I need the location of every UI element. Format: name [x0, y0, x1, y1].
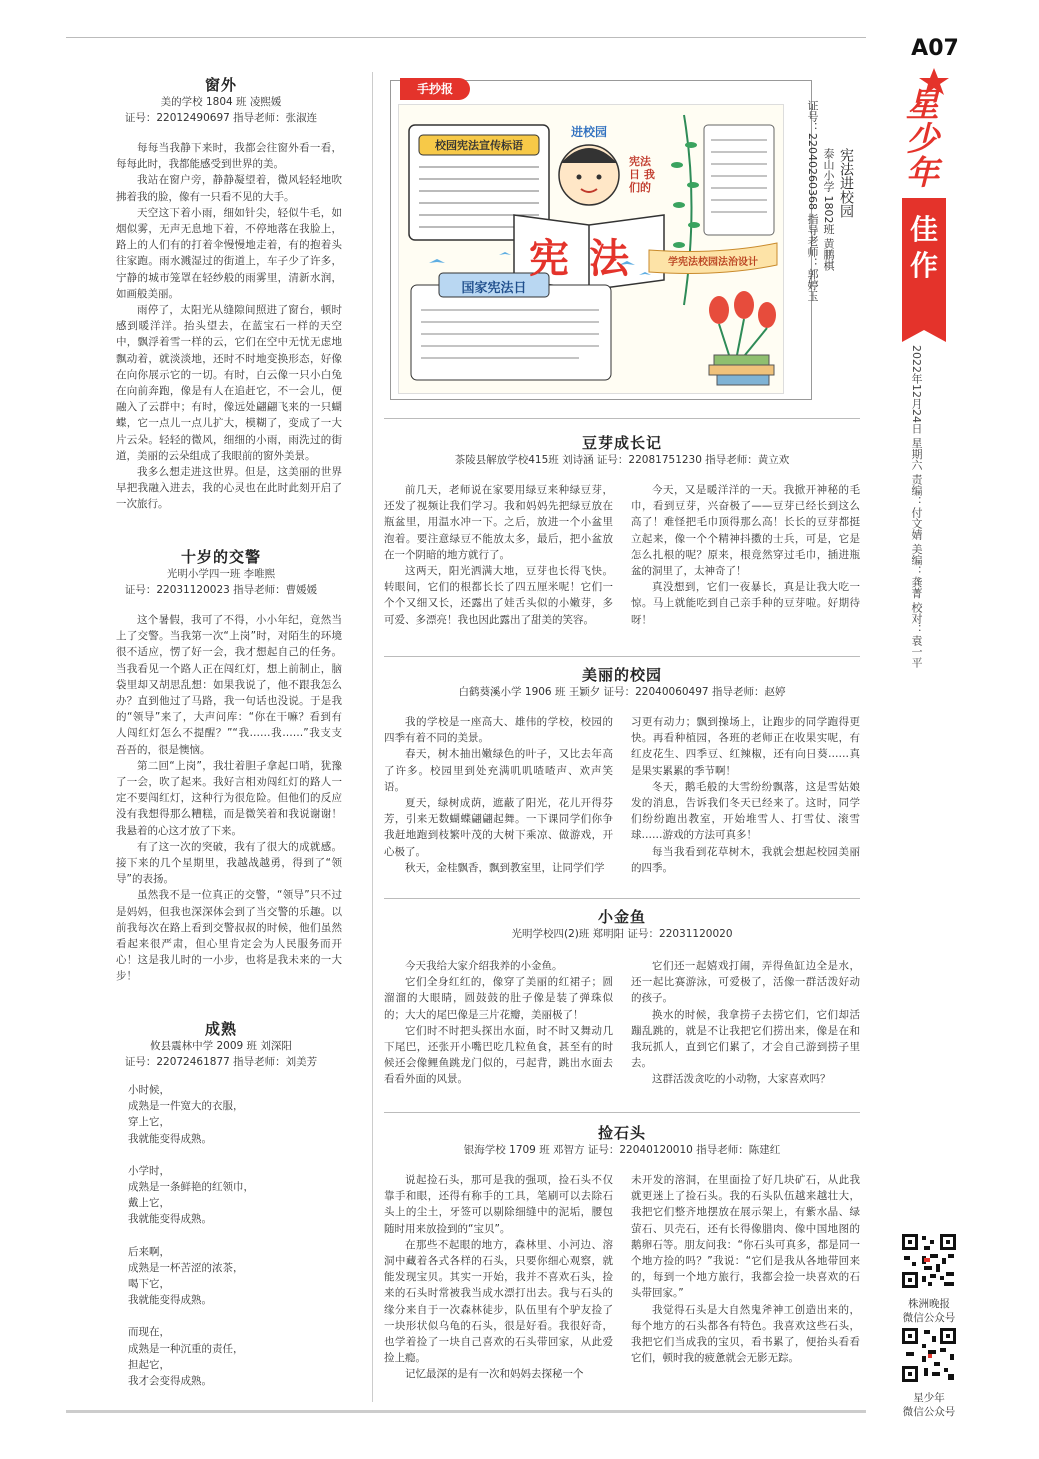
paragraph: 在那些不起眼的地方，森林里、小河边、溶洞中藏着各式各样的石头，只要你细心观察，就能发现宝贝。其实一开始，我并不喜欢石头，捡来的石头时常被我当成水漂打出去。我与石头的缘分来自于一次森林徒步，队伍里有个驴友捡了一块形状似乌龟的石头，很是好看。我很好奇，也学着捡了一块自己喜欢的石头带回家，从此爱捡上瘾。 — [384, 1238, 613, 1365]
article-cert-chuangwai: 证号：22012490697 指导老师：张淑连 — [124, 112, 318, 124]
handmade-title: 宪法进校园 — [838, 148, 854, 218]
brand-name: 星少年 — [906, 85, 939, 192]
text-column — [631, 482, 860, 628]
paragraph: 前几天，老师说在家要用绿豆来种绿豆芽，还发了视频让我们学习。我和妈妈先把绿豆放在瓶盆里，用温水冲一下。之后，放进一个小盆里泡着。要注意绿豆不能放太多，最后，把小盆放在一个阴暗的地方就行了。 — [384, 484, 613, 561]
article-cert-jiaojing: 证号：22031120023 指导老师：曹媛媛 — [124, 584, 318, 596]
poem-line: 成熟是一条鲜艳的红领巾， — [128, 1181, 254, 1194]
text-column — [384, 714, 613, 876]
qr-code-1 — [900, 1232, 958, 1294]
paragraph: 每当我看到花草树木，我就会想起校园美丽的四季。 — [631, 845, 860, 874]
paragraph: 第二回“上岗”，我壮着胆子拿起口哨，犹豫了一会，吹了起来。我好言相劝闯红灯的路人一定不要闯红灯，这种行为很危险。但他们的反应没有我想得那么糟糕，而是微笑着和我说谢谢！我悬着的心这才放了下来。 — [116, 759, 342, 837]
paragraph: 雨停了，太阳光从缝隙间照进了窗台，顿时感到暖洋洋。抬头望去，在蓝宝石一样的天空中，飘浮着雪一样的云，它们在空中无忧无虑地飘动着，就淡淡地，还时不时地变换形态，好像在向你展示它的一切。有时，白云像一只小白兔在向前奔跑，像是有人在追赶它，不一会儿，便融入了云群中；有时，像远处翩翩飞来的一只蝴蝶，它一点儿一点儿扩大，模糊了，变成了一大片云朵。轻轻的微风，细细的小雨，雨洗过的街道，美丽的云朵组成了我眼前的窗外美景。 — [116, 304, 342, 462]
article-body-jiaojing — [116, 612, 342, 985]
paragraph: 这两天，阳光洒满大地，豆芽也长得飞快。转眼间，它们的根都长长了四五厘米呢！它们一个个又细又长，还露出了娃舌头似的小嫩芽，多可爱、多漂亮！我也因此露出了甜美的笑容。 — [384, 565, 613, 626]
poem-line: 而现在， — [128, 1326, 170, 1339]
handmade-artwork — [398, 104, 784, 394]
paragraph: 夏天，绿树成荫，遮蔽了阳光，花儿开得芬芳，引来无数蝴蝶翩翩起舞。一下课同学们你争我赶地跑到枝繁叶茂的大树下乘凉、做游戏，开心极了。 — [384, 797, 613, 858]
poem-line: 我才会变得成熟。 — [128, 1375, 212, 1388]
section-notch — [902, 330, 946, 342]
article-title-shitou: 捡石头 — [597, 1124, 646, 1142]
paragraph: 它们时不时把头探出水面，时不时又舞动几下尾巴，还张开小嘴巴吃几粒鱼食，甚至有的时候还会像鲤鱼跳龙门似的，弓起背，跳出水面去看看外面的风景。 — [384, 1024, 613, 1086]
qr-label-1b: 微信公众号 — [902, 1312, 956, 1324]
divider-1 — [384, 418, 860, 419]
text-column — [384, 958, 613, 1088]
article-meta-douya: 茶陵县解放学校415班 刘诗涵 证号：22081751230 指导老师：黄立欢 — [454, 454, 790, 466]
brand-logo — [904, 68, 954, 192]
handmade-info: 泰山小学 1802班 黄鹏棋 — [822, 148, 835, 271]
column-divider — [372, 72, 373, 1402]
art-banner-text: 校园宪法宣传标语 — [435, 139, 523, 152]
paragraph: 习更有动力；飘到操场上，让跑步的同学跑得更快。再看种植园，各班的老师正在收果实呢，有红皮花生、四季豆、红辣椒，还有向日葵……真是果实累累的季节啊！ — [631, 716, 860, 777]
poem-line: 戴上它， — [128, 1197, 170, 1210]
poem-line: 成熟是一件宽大的衣服， — [128, 1100, 244, 1113]
paragraph: 我的学校是一座高大、雄伟的学校，校园的四季有着不同的美景。 — [384, 716, 613, 745]
handmade-cert: 证号：22040260368 指导老师：郭婷玉 — [806, 100, 819, 302]
poem-line: 小时候， — [128, 1084, 170, 1096]
paragraph: 说起捡石头，那可是我的强项，捡石头不仅靠手和眼，还得有称手的工具，笔刷可以去除石头上的尘土，牙签可以剔除细缝中的泥垢，腰包随时用来放捡到的“宝贝”。 — [384, 1174, 613, 1235]
article-body-chengshu — [128, 1082, 348, 1389]
paragraph: 天空这下着小雨，细如针尖，轻似牛毛，如烟似雾，无声无息地下着，不停地落在我脸上，路上的人们有的打着伞慢慢地走着，有的抱着头往家跑。雨水溅湿过的街道上，车子少了许多，宁静的城市笼罩在轻纱般的雨雾里，清新水润，如画般美丽。 — [116, 206, 342, 300]
paragraph: 它们全身红红的，像穿了美丽的红裙子；圆溜溜的大眼睛，圆鼓鼓的肚子像是装了弹珠似的；大大的尾巴像是三片花瓣，美丽极了！ — [384, 976, 613, 1021]
article-title-jinyu: 小金鱼 — [597, 908, 646, 926]
divider-3 — [384, 898, 860, 899]
article-title-jiaojing: 十岁的交警 — [180, 548, 261, 566]
art-main-text: 宪法 — [529, 236, 649, 282]
art-day-text: 国家宪法日 — [461, 281, 527, 296]
art-side-text: 宪法日 我们的 — [629, 155, 655, 194]
qr-label-1a: 株洲晚报 — [908, 1298, 950, 1310]
bottom-rule — [66, 1410, 866, 1413]
poem-line: 穿上它， — [128, 1116, 170, 1129]
text-column — [631, 714, 860, 876]
poem-line: 小学时， — [128, 1164, 170, 1177]
qr-icon — [900, 1326, 958, 1384]
qr-label-2b: 微信公众号 — [902, 1406, 956, 1418]
article-title-xiaoyuan: 美丽的校园 — [581, 666, 662, 684]
text-column — [631, 1172, 860, 1383]
paragraph: 未开发的溶洞，在里面捡了好几块矿石，从此我就更迷上了捡石头。我的石头队伍越来越壮大，我把它们整齐地摆放在展示架上，有紫水晶、绿萤石、贝壳石，还有长得像腊肉、像中国地图的鹅卵石等。朋友问我：“你石头可真多，都是同一个地方捡的吗？”我说：“它们是我从各地带回来的，每到一个地方旅行，我都会捡一块喜欢的石头带回家。” — [631, 1174, 860, 1300]
article-body-xiaoyuan — [384, 714, 860, 876]
top-rule — [66, 37, 866, 38]
article-title-chuangwai: 窗外 — [204, 76, 237, 94]
paragraph: 冬天，鹅毛般的大雪纷纷飘落，这是雪姑娘发的消息，告诉我们冬天已经来了。这时，同学们纷纷跑出教室，开始堆雪人、打雪仗、滚雪球……游戏的方法可真多！ — [631, 780, 860, 842]
paragraph: 我站在窗户旁，静静凝望着，微风轻轻地吹拂着我的脸，像有一只看不见的大手。 — [116, 174, 342, 203]
poem-line: 我就能变得成熟。 — [128, 1132, 212, 1145]
article-school-chengshu: 攸县震林中学 2009 班 刘深阳 — [150, 1040, 292, 1052]
article-body-chuangwai — [116, 140, 342, 513]
article-school-chuangwai: 美的学校 1804 班 凌熙媛 — [160, 96, 282, 108]
paragraph: 这个暑假，我可了不得，小小年纪，竟然当上了交警。当我第一次“上岗”时，对陌生的环境很不适应，愣了好一会，我才想起自己的任务。当我看见一个路人正在闯红灯，想上前制止，脑袋里却又胡思乱想：如果我说了，他不跟我怎么办？直到他过了马路，我一句话也没说。于是我的“领导”来了，大声问库：“你在干嘛？看到有人闯红灯怎么不提醒？”“我……我……”我支支吾吾的，很是懊恼。 — [116, 614, 342, 756]
section-title: 佳作 — [909, 213, 938, 282]
text-column — [631, 958, 860, 1088]
paragraph: 虽然我不是一位真正的交警，“领导”只不过是妈妈，但我也深深体会到了当交警的乐趣。以前我每次在路上看到交警叔叔的时候，他们虽然看起来很严肃，但心里肯定会为人民服务而开心！这是我儿时的一小步，也将是我未来的一大步！ — [116, 889, 342, 983]
page-number: A07 — [911, 36, 959, 61]
paragraph: 记忆最深的是有一次和妈妈去探秘一个 — [405, 1368, 584, 1381]
paragraph: 换水的时候，我拿捞子去捞它们，它们却活蹦乱跳的，就是不让我把它们捞出来，像是在和我玩抓人，直到它们累了，才会自己游到捞子里去。 — [631, 1008, 860, 1070]
date-line: 2022年12月24日 星期六 责编：付文婧 美编：龚菁 校对：袁一平 — [910, 345, 923, 668]
paragraph: 我觉得石头是大自然鬼斧神工创造出来的，每个地方的石头都各有特色。我喜欢这些石头，我把它们当成我的宝贝，看书累了，便抬头看看它们，顿时我的疲惫就会无影无踪。 — [631, 1303, 860, 1365]
paragraph: 这群活泼贪吃的小动物，大家喜欢吗？ — [652, 1073, 831, 1086]
poem-line: 担起它， — [128, 1358, 170, 1371]
art-badge-text: 进校园 — [570, 125, 607, 139]
paragraph: 秋天，金桂飘香，飘到教室里，让同学们学 — [405, 861, 605, 874]
article-title-douya: 豆芽成长记 — [581, 434, 662, 452]
paragraph: 我多么想走进这世界。但是，这美丽的世界早把我融入进去，我的心灵也在此时此刻开启了一次旅行。 — [116, 466, 342, 511]
paragraph: 它们还一起嬉戏打闹，弄得鱼缸边全是水，还一起比赛游泳，可爱极了，活像一群活泼好动的孩子。 — [631, 960, 860, 1005]
poem-line: 成熟是一种沉重的责任， — [128, 1342, 244, 1355]
handmade-tag — [400, 78, 470, 100]
poem-line: 后来啊， — [128, 1245, 170, 1258]
art-design-text: 学宪法校园法治设计 — [668, 257, 758, 268]
paragraph: 每每当我静下来时，我都会往窗外看一看，每每此时，我都能感受到世界的美。 — [116, 142, 342, 171]
article-cert-chengshu: 证号：22072461877 指导老师：刘美芳 — [124, 1056, 318, 1068]
section-banner — [902, 198, 946, 330]
poem-line: 我就能变得成熟。 — [128, 1213, 212, 1226]
text-column — [384, 1172, 613, 1383]
poem-line: 我就能变得成熟。 — [128, 1294, 212, 1307]
article-body-jinyu — [384, 958, 860, 1088]
text-column — [384, 482, 613, 628]
qr-label-2a: 星少年 — [913, 1392, 945, 1404]
qr-code-2 — [900, 1326, 958, 1388]
paragraph: 今天我给大家介绍我养的小金鱼。 — [405, 960, 563, 972]
poem-line: 成熟是一杯苦涩的浓茶， — [128, 1261, 244, 1274]
article-meta-xiaoyuan: 白鹤葵溪小学 1906 班 王颖夕 证号：22040060497 指导老师：赵婷 — [458, 686, 786, 698]
qr-icon — [900, 1232, 958, 1290]
poem-line: 喝下它， — [128, 1278, 170, 1291]
article-meta-shitou: 银海学校 1709 班 邓智方 证号：22040120010 指导老师：陈建红 — [463, 1144, 781, 1156]
paragraph: 真没想到，它们一夜暴长，真是让我大吃一惊。马上就能吃到自己亲手种的豆芽啦。好期待呀！ — [631, 581, 860, 626]
article-meta-jinyu: 光明学校四(2)班 郑明阳 证号：22031120020 — [511, 928, 733, 940]
divider-2 — [384, 656, 860, 657]
paragraph: 有了这一次的突破，我有了很大的成就感。接下来的几个星期里，我越战越勇，得到了“领导”的表扬。 — [116, 840, 342, 886]
paragraph: 春天，树木抽出嫩绿色的叶子，又比去年高了许多。校园里到处充满叽叽喳喳声、欢声笑语。 — [384, 748, 613, 793]
article-body-shitou — [384, 1172, 860, 1383]
article-body-douya — [384, 482, 860, 628]
article-title-chengshu: 成熟 — [204, 1020, 237, 1038]
article-school-jiaojing: 光明小学四一班 李唯熙 — [166, 568, 276, 580]
divider-4 — [384, 1112, 860, 1113]
handmade-tag-label: 手抄报 — [416, 82, 453, 96]
paragraph: 今天，又是暖洋洋的一天。我掀开神秘的毛巾，看到豆芽，兴奋极了——豆芽已经长到这么高了！难怪把毛巾顶得那么高！长长的豆芽都挺立起来，像一个个精神抖擞的士兵，可是，它是怎么扎根的呢？原来，根竟然穿过毛巾，插进瓶盆的洞里了，太神奇了！ — [631, 484, 860, 578]
